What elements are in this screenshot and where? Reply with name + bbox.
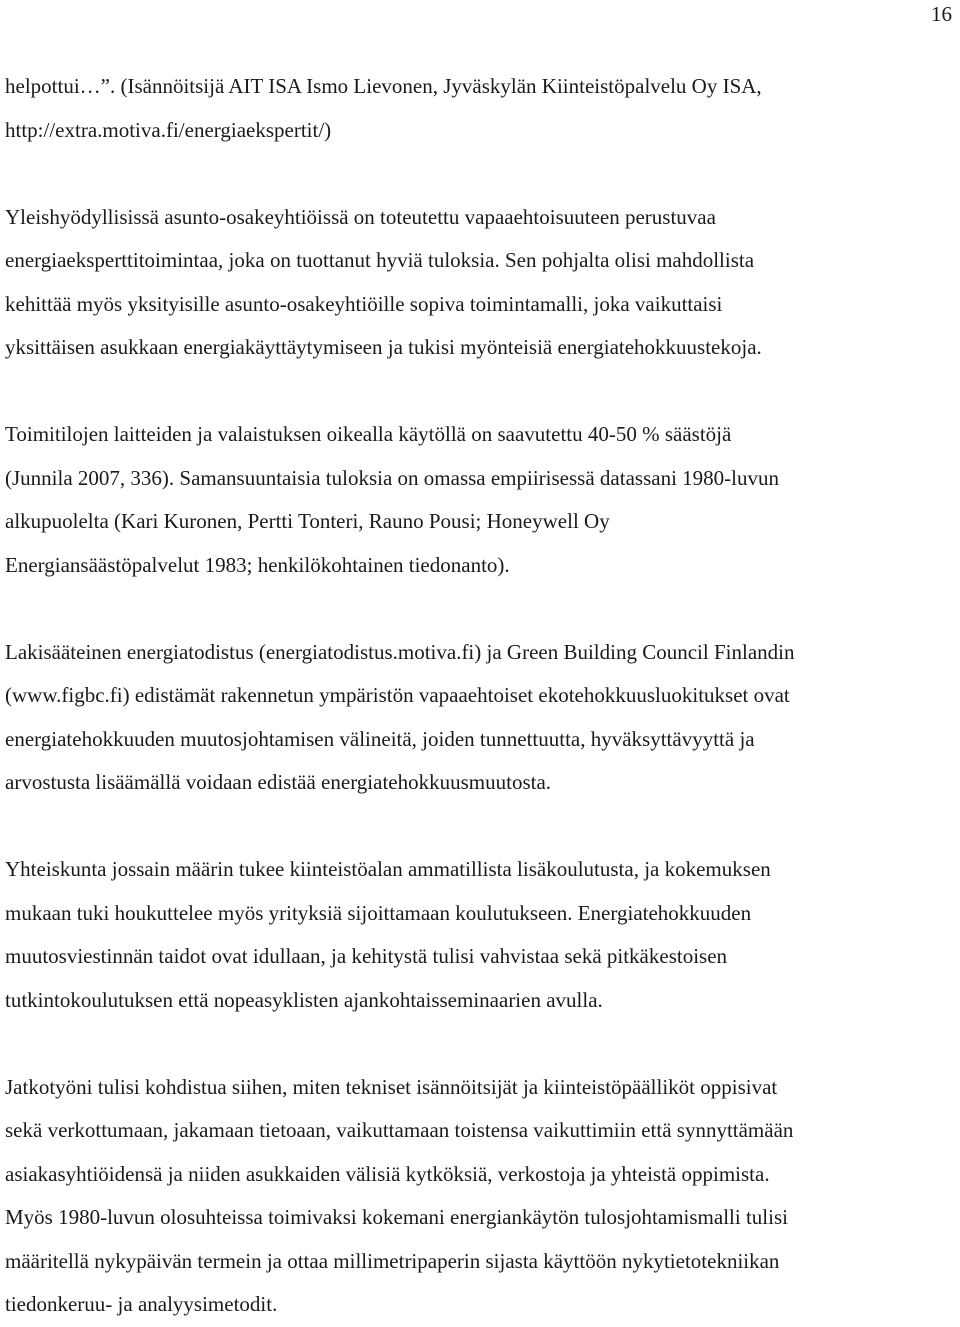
text-line: Lakisääteinen energiatodistus (energiatodistus.motiva.fi) ja Green Building Council Finlandin xyxy=(5,639,795,664)
text-line: määritellä nykypäivän termein ja ottaa millimetripaperin sijasta käyttöön nykytietotekniikan xyxy=(5,1248,780,1273)
paragraph-energy-experts xyxy=(5,196,955,370)
text-line: sekä verkottumaan, jakamaan tietoaan, vaikuttamaan toistensa vaikuttimiin että synnyttämään xyxy=(5,1118,794,1142)
text-line: (Junnila 2007, 336). Samansuuntaisia tuloksia on omassa empiirisessä datassani 1980-luvun xyxy=(5,465,779,490)
page-number: 16 xyxy=(931,2,952,26)
text-line: Myös 1980-luvun olosuhteissa toimivaksi kokemani energiankäytön tulosjohtamismalli tulisi xyxy=(5,1205,788,1229)
paragraph-citation xyxy=(5,65,955,152)
text-line: mukaan tuki houkuttelee myös yrityksiä sijoittamaan koulutukseen. Energiatehokkuuden xyxy=(5,900,752,925)
text-line: Toimitilojen laitteiden ja valaistuksen oikealla käytöllä on saavutettu 40-50 % säästöjä xyxy=(5,422,732,446)
text-line: arvostusta lisäämällä voidaan edistää energiatehokkuusmuutosta. xyxy=(5,770,552,794)
text-line: http://extra.motiva.fi/energiaekspertit/) xyxy=(5,117,332,142)
text-line: tiedonkeruu- ja analyysimetodit. xyxy=(5,1292,278,1316)
paragraph-future-work xyxy=(5,1066,955,1327)
text-line: muutosviestinnän taidot ovat idullaan, ja kehitystä tulisi vahvistaa sekä pitkäkestoisen xyxy=(5,944,728,968)
text-line: yksittäisen asukkaan energiakäyttäytymiseen ja tukisi myönteisiä energiatehokkuustekoja. xyxy=(5,335,762,359)
text-line: tutkintokoulutuksen että nopeasyklisten ajankohtaisseminaarien avulla. xyxy=(5,987,603,1012)
text-line: kehittää myös yksityisille asunto-osakeyhtiöille sopiva toimintamalli, joka vaikuttaisi xyxy=(5,291,723,316)
text-line: (www.figbc.fi) edistämät rakennetun ympäristön vapaaehtoiset ekotehokkuusluokitukset ovat xyxy=(5,683,790,707)
text-line: energiaeksperttitoimintaa, joka on tuottanut hyviä tuloksia. Sen pohjalta olisi mahdollista xyxy=(5,248,755,272)
text-line: energiatehokkuuden muutosjohtamisen välineitä, joiden tunnettuutta, hyväksyttävyyttä ja xyxy=(5,726,755,751)
text-line: Yhteiskunta jossain määrin tukee kiinteistöalan ammatillista lisäkoulutusta, ja kokemuksen xyxy=(5,857,771,881)
text-line: Energiansäästöpalvelut 1983; henkilökohtainen tiedonanto). xyxy=(5,552,510,577)
paragraph-savings xyxy=(5,413,955,587)
paragraph-certification xyxy=(5,631,955,805)
text-line: Yleishyödyllisissä asunto-osakeyhtiöissä on toteutettu vapaaehtoisuuteen perustuvaa xyxy=(5,204,716,229)
text-line: helpottui…”. (Isännöitsijä AIT ISA Ismo Lievonen, Jyväskylän Kiinteistöpalvelu Oy ISA, xyxy=(5,74,762,98)
text-line: Jatkotyöni tulisi kohdistua siihen, miten tekniset isännöitsijät ja kiinteistöpäälliköt oppisivat xyxy=(5,1074,778,1099)
document-body xyxy=(5,65,955,1327)
text-line: asiakasyhtiöidensä ja niiden asukkaiden välisiä kytköksiä, verkostoja ja yhteistä oppimista. xyxy=(5,1161,770,1186)
text-line: alkupuolelta (Kari Kuronen, Pertti Tonteri, Rauno Pousi; Honeywell Oy xyxy=(5,509,610,533)
paragraph-education xyxy=(5,848,955,1022)
